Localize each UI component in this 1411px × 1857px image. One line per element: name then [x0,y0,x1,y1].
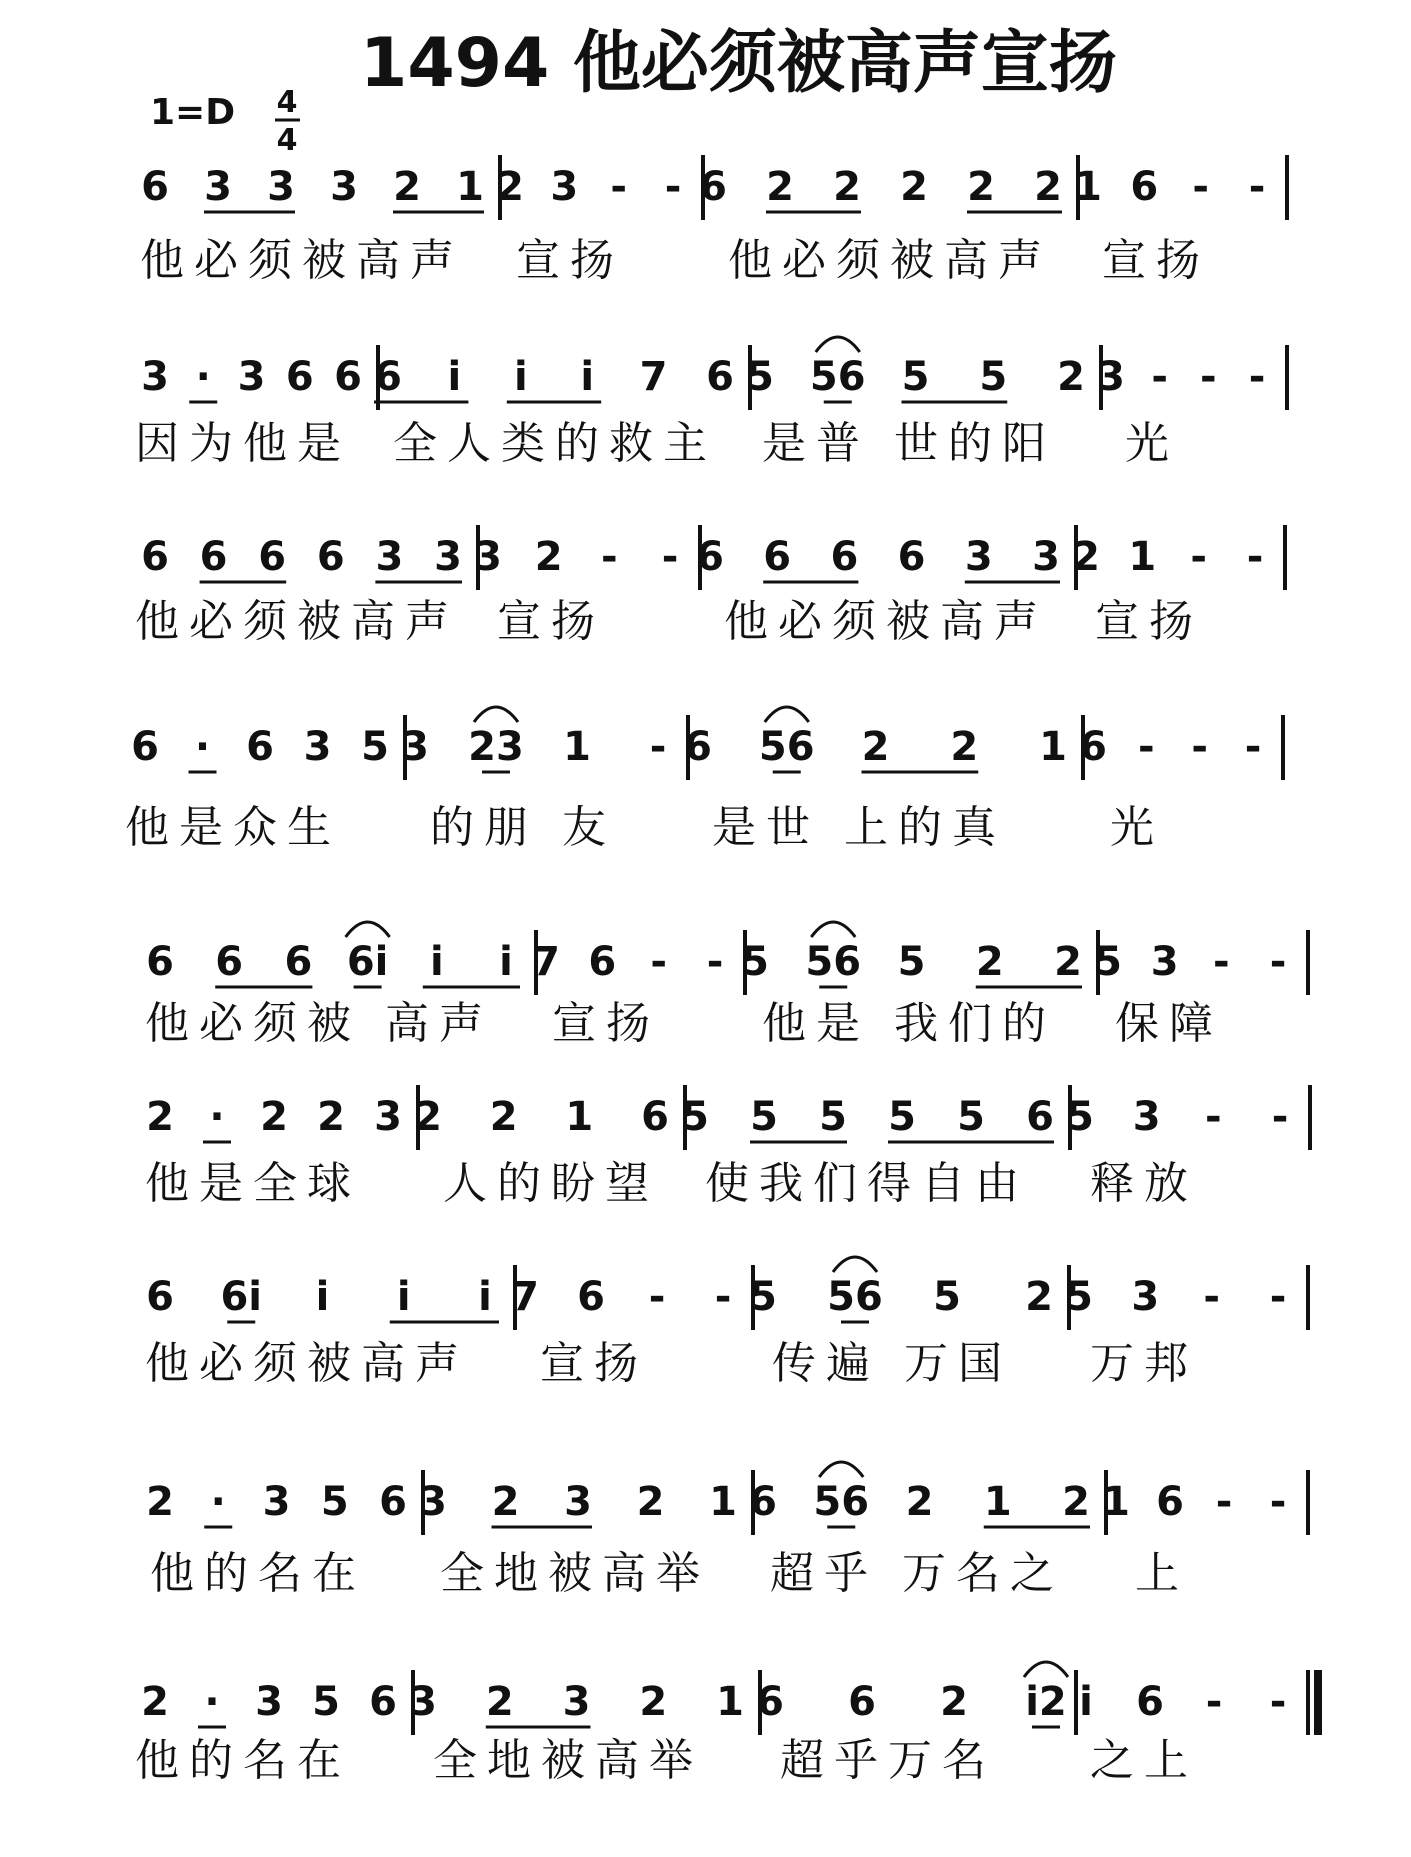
note: 2 [766,164,794,210]
note: 3 [434,534,462,580]
note: 2 [146,1479,174,1525]
note: 23 [468,724,524,770]
note: 6 [379,1479,407,1525]
note: 2 [639,1679,668,1725]
tie-arc [346,922,390,937]
note: 6 [369,1679,397,1725]
lyric-segment: 他必须被高声 [135,596,459,647]
lyric-segment: 他必须被高声 [728,235,1052,286]
note: - [1215,1479,1233,1525]
note: - [1269,939,1287,985]
lyric-segment: 光 [1125,418,1179,469]
note: 6 [706,354,734,400]
note: 2 [485,1679,514,1725]
note: - [1244,724,1262,770]
lyric-segment: 他必须被高声 [724,596,1048,647]
note: 2 [636,1479,665,1525]
note: - [1151,354,1168,400]
note: 2 [260,1094,288,1140]
note: 3 [267,164,295,210]
lyric-segment: 是普 世的阳 [762,418,1056,469]
note: 5 [312,1679,340,1725]
note: 3 [262,1479,291,1525]
note: 3 [1097,354,1125,400]
lyric-segment: 是世 上的真 [712,802,1006,853]
note: · [209,1094,225,1140]
note: · [194,724,211,770]
note: 5 [749,1274,777,1320]
note: 3 [204,164,232,210]
note: 2 [534,534,563,580]
note: 3 [419,1479,447,1525]
note: - [1205,1094,1222,1140]
tie-arc [833,1257,877,1272]
note: - [1246,534,1264,580]
note: 3 [564,1479,592,1525]
tie-arc [1024,1662,1068,1677]
lyric-segment: 他的名在 [150,1548,366,1599]
note: 3 [964,534,993,580]
note: 2 [940,1679,968,1725]
note: 1 [456,164,484,210]
lyric-segment: 全地被高举 [433,1735,703,1786]
score-line [146,1462,1308,1599]
note: 6 [699,164,727,210]
note: - [1200,354,1217,400]
note: 6 [141,164,169,210]
note: 6 [1026,1094,1054,1140]
note: 6 [1156,1479,1184,1525]
note: 7 [639,354,668,400]
note: 6 [199,534,228,580]
note: 3 [474,534,502,580]
note: 6 [374,354,402,400]
time-signature-top: 4 [276,85,298,120]
note: - [1191,724,1208,770]
note: 2 [975,939,1004,985]
note: 6 [1130,164,1159,210]
note: 5 [897,939,926,985]
note: 3 [409,1679,437,1725]
note: - [714,1274,732,1320]
note: 6 [830,534,859,580]
note: 2 [1057,354,1085,400]
note: · [195,354,211,400]
note: 6 [334,354,362,400]
note: 3 [237,354,266,400]
note: 5 [1066,1094,1094,1140]
note: 5 [901,354,930,400]
note: - [1248,164,1266,210]
note: - [1269,1479,1287,1525]
note: 1 [716,1679,744,1725]
note: i [429,939,444,985]
note: 3 [303,724,332,770]
note: 1 [565,1094,594,1140]
note: 6 [848,1679,876,1725]
note: 2 [1034,164,1062,210]
tie-arc [816,337,860,352]
note: 56 [809,354,866,400]
note: 3 [550,164,579,210]
lyric-segment: 宣扬 [1102,235,1210,286]
lyric-segment: 释放 [1090,1158,1198,1209]
note: 6 [588,939,617,985]
lyric-segment: 他是全球 [145,1158,361,1209]
note: i [499,939,513,985]
note: 6 [1079,724,1107,770]
note: 56 [813,1479,870,1525]
note: 6 [316,534,345,580]
note: 6 [141,534,169,580]
note: 6i [220,1274,263,1320]
lyric-segment: 宣扬 [497,596,605,647]
note: 6 [641,1094,669,1140]
note: 5 [746,354,774,400]
note: 6i [346,939,389,985]
note: · [210,1479,226,1525]
lyric-segment: 他必须被 高声 [145,998,493,1049]
note: 5 [741,939,769,985]
note: 1 [1074,164,1102,210]
score-line [145,1085,1310,1209]
note: 2 [967,164,995,210]
note: 2 [414,1094,442,1140]
note: 2 [900,164,928,210]
note: 2 [317,1094,345,1140]
note: 56 [758,724,815,770]
note: - [1138,724,1155,770]
note: - [1269,1679,1287,1725]
note: 2 [833,164,861,210]
note: 3 [562,1679,591,1725]
lyric-segment: 传遍 万国 [772,1338,1012,1389]
lyric-segment: 使我们得自由 [705,1158,1029,1209]
note: 6 [684,724,712,770]
lyric-segment: 之上 [1090,1735,1198,1786]
note: - [1248,354,1266,400]
note: 6 [131,724,159,770]
lyric-segment: 宣扬 [540,1338,648,1389]
song-title: 1494 他必须被高声宣扬 [360,24,1117,103]
key-signature: 1=D [150,92,236,133]
lyric-segment: 超乎 万名之 [770,1548,1064,1599]
tie-arc [765,707,809,722]
lyric-segment: 他必须被高声 [145,1338,469,1389]
lyric-segment: 他是 我们的 [762,998,1056,1049]
note: 6 [763,534,792,580]
note: - [648,1274,666,1320]
note: 2 [141,1679,169,1725]
note: 1 [563,724,591,770]
note: - [610,164,627,210]
lyric-segment: 他的名在 [135,1735,351,1786]
lyric-segment: 人的盼望 [443,1158,659,1209]
note: 3 [401,724,429,770]
score-line [140,155,1287,286]
note: - [1213,939,1230,985]
note: 5 [819,1094,847,1140]
note: 5 [957,1094,985,1140]
note: 2 [496,164,524,210]
note: i [513,354,528,400]
note: 5 [1094,939,1122,985]
score-line [135,1662,1318,1786]
note: i [478,1274,492,1320]
lyric-segment: 他必须被高声 [140,235,464,286]
note: i2 [1025,1679,1067,1725]
lyric-segment: 因为他是 [135,418,351,469]
note: 1 [1039,724,1067,770]
note: 5 [681,1094,709,1140]
note: 6 [749,1479,777,1525]
note: 3 [1131,1274,1160,1320]
note: - [706,939,724,985]
note: 6 [756,1679,784,1725]
lyric-segment: 宣扬 [552,998,660,1049]
note: 2 [489,1094,518,1140]
note: 5 [320,1479,349,1525]
tie-arc [474,707,518,722]
note: - [1269,1274,1287,1320]
note: - [650,939,667,985]
note: 3 [1032,534,1060,580]
score-line [145,922,1308,1049]
note: 2 [393,164,421,210]
note: 6 [897,534,926,580]
note: 6 [285,354,314,400]
note: 5 [933,1274,961,1320]
note: 2 [1072,534,1100,580]
lyric-segment: 的朋 友 [430,802,616,853]
note: 56 [827,1274,883,1320]
note: - [649,724,667,770]
note: - [1203,1274,1220,1320]
note: 6 [146,1274,174,1320]
note: i [396,1274,411,1320]
note: 3 [255,1679,283,1725]
lyric-segment: 宣扬 [516,235,624,286]
note: - [601,534,618,580]
note: - [1190,534,1207,580]
note: 6 [696,534,724,580]
time-signature-bottom: 4 [276,123,298,158]
note: 56 [805,939,862,985]
lyric-segment: 保障 [1115,998,1223,1049]
note: 7 [511,1274,539,1320]
note: 6 [577,1274,605,1320]
score-line [135,525,1285,647]
note: i [315,1274,330,1320]
lyric-segment: 上 [1135,1548,1189,1599]
note: - [664,164,682,210]
note: i [447,354,462,400]
note: 5 [361,724,389,770]
note: 3 [375,534,404,580]
note: 6 [215,939,244,985]
lyric-segment: 宣扬 [1095,596,1203,647]
note: 2 [1025,1274,1053,1320]
lyric-segment: 全人类的救主 [393,418,717,469]
note: 3 [374,1094,402,1140]
score-lines [125,155,1318,1786]
tie-arc [811,922,855,937]
note: 5 [1065,1274,1093,1320]
note: 2 [1062,1479,1090,1525]
note: 5 [888,1094,916,1140]
note: 3 [141,354,169,400]
note: 2 [491,1479,520,1525]
note: 6 [284,939,313,985]
lyric-segment: 他是众生 [125,802,341,853]
note: 6 [258,534,287,580]
note: 5 [750,1094,778,1140]
lyric-segment: 全地被高举 [440,1548,710,1599]
note: 2 [905,1479,934,1525]
note: 1 [1102,1479,1130,1525]
note: - [1192,164,1209,210]
note: 3 [1132,1094,1161,1140]
note: · [204,1679,220,1725]
score-line [145,1257,1308,1389]
note: 5 [979,354,1008,400]
note: 1 [709,1479,737,1525]
note: 1 [983,1479,1012,1525]
note: 3 [1150,939,1179,985]
lyric-segment: 光 [1110,802,1164,853]
note: i [1079,1679,1093,1725]
note: 6 [1136,1679,1164,1725]
note: 2 [1054,939,1082,985]
note: 2 [950,724,979,770]
note: - [1205,1679,1223,1725]
note: - [1271,1094,1289,1140]
note: 3 [330,164,358,210]
tie-arc [819,1462,863,1477]
note: 1 [1128,534,1157,580]
note: 6 [246,724,274,770]
score-line [135,337,1287,469]
lyric-segment: 万邦 [1090,1338,1198,1389]
note: - [661,534,679,580]
lyric-segment: 超乎万名 [780,1735,996,1786]
note: 6 [146,939,174,985]
note: 7 [532,939,560,985]
score-line [125,707,1283,853]
note: 2 [861,724,890,770]
note: i [580,354,595,400]
note: 2 [146,1094,174,1140]
